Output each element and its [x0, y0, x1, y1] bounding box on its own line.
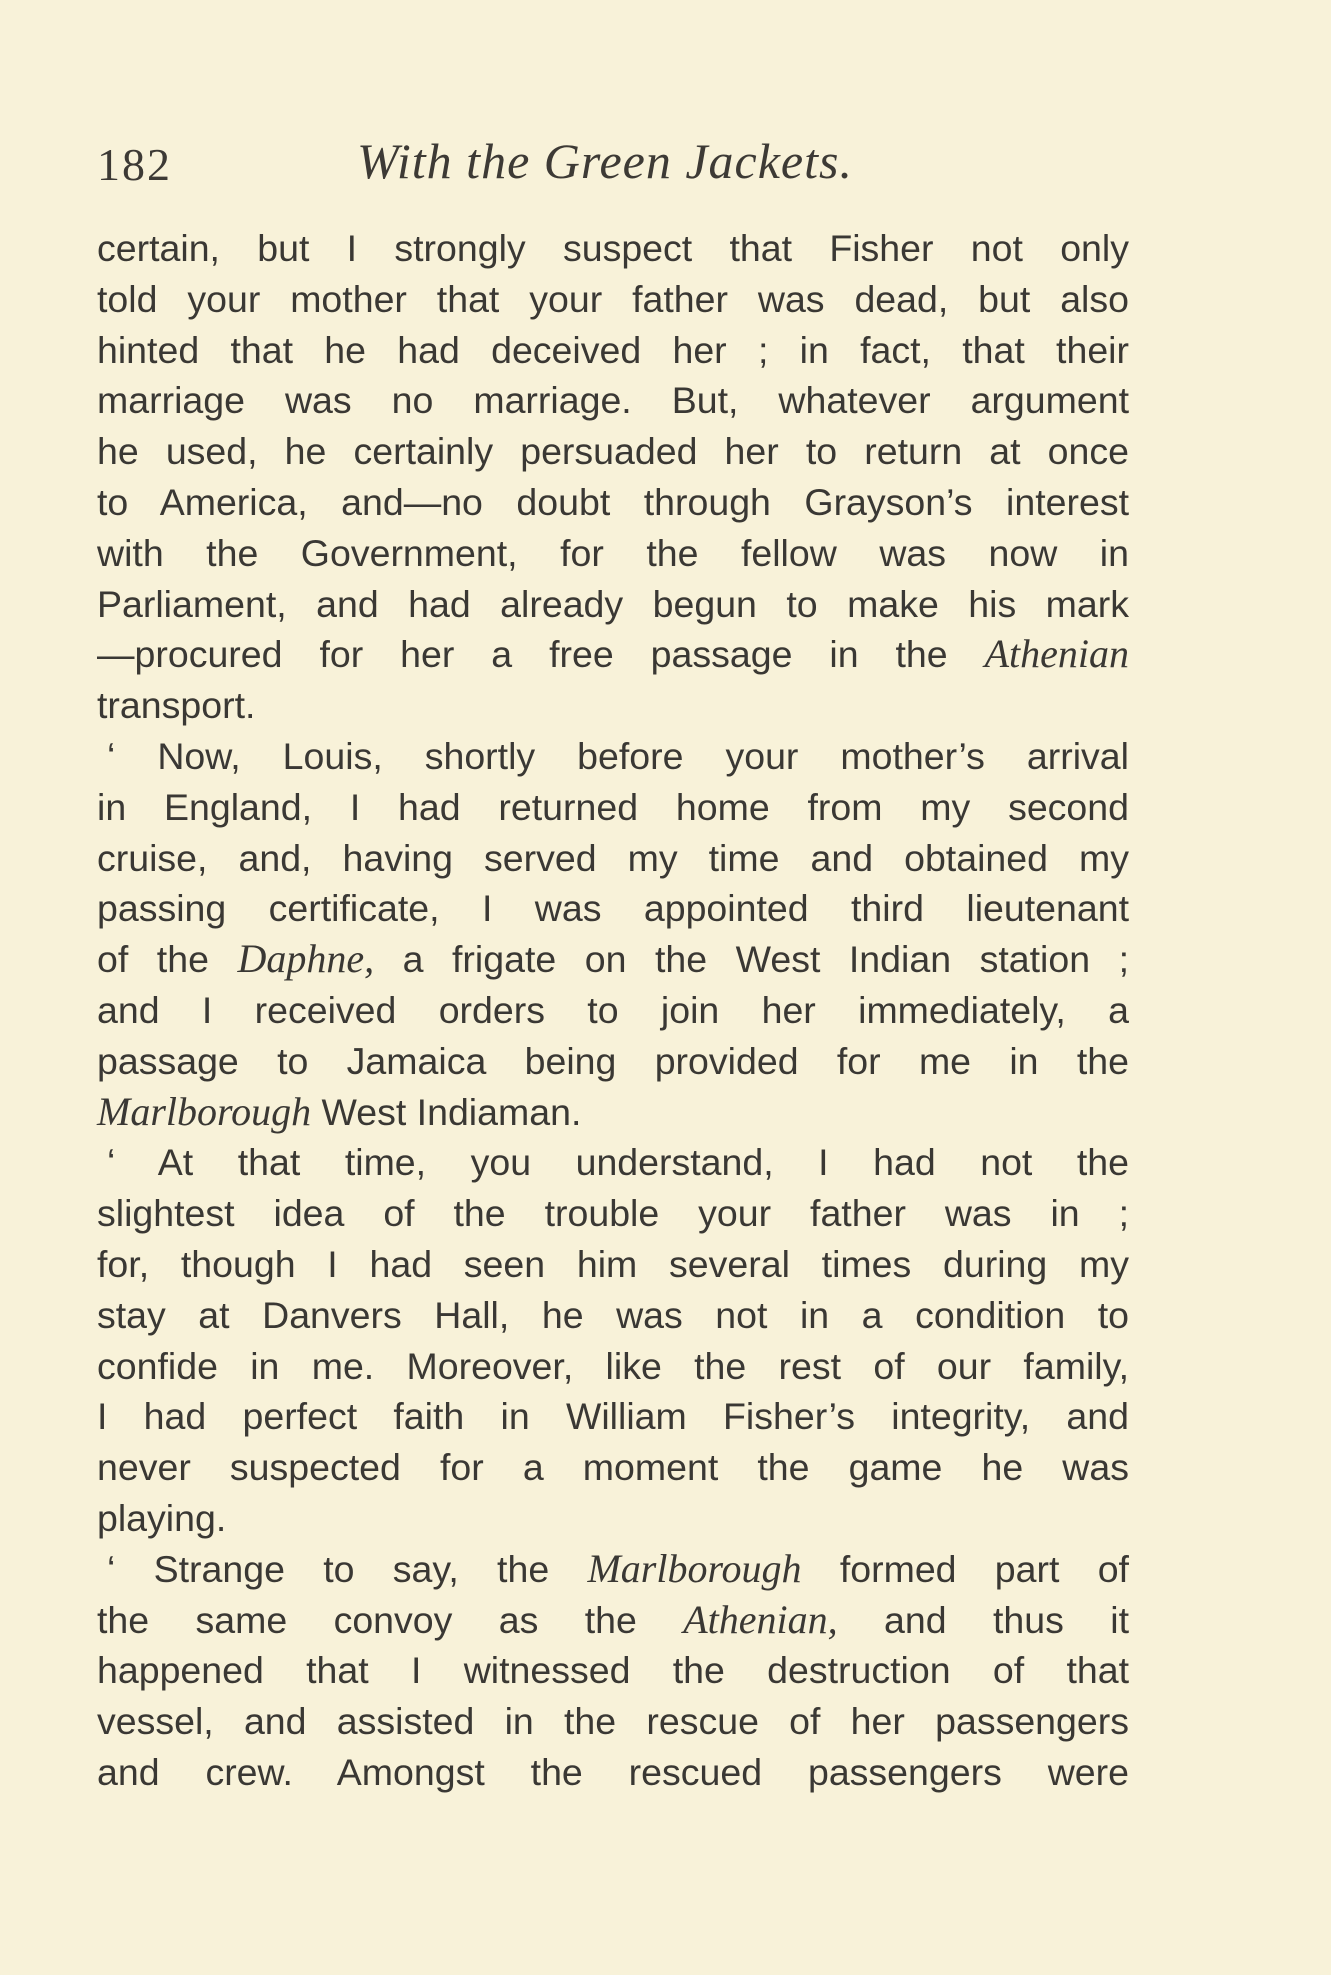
line-text: formed part of — [801, 1547, 1129, 1590]
text-line — [97, 629, 1129, 680]
line-text: passing certificate, I was appointed third lieutenant — [97, 887, 1129, 930]
line-text: ‘ Now, Louis, shortly before your mother’s arrival — [107, 734, 1129, 777]
line-text: for, though I had seen him several times during my — [97, 1242, 1129, 1285]
running-title: With the Green Jackets. — [357, 133, 853, 189]
line-text: I had perfect faith in William Fisher’s integrity, and — [97, 1395, 1129, 1438]
line-text: hinted that he had deceived her ; in fact, that their — [97, 328, 1129, 371]
line-text: to America, and—no doubt through Grayson’s interest — [97, 480, 1129, 523]
line-text: and thus it — [837, 1598, 1129, 1641]
text-line — [97, 1747, 1129, 1798]
text-line — [97, 274, 1129, 325]
line-text: never suspected for a moment the game he was — [97, 1446, 1129, 1489]
line-text: cruise, and, having served my time and obtained my — [97, 836, 1129, 879]
line-text: —procured for her a free passage in the — [97, 633, 985, 676]
text-line — [97, 883, 1129, 934]
text-line — [97, 1442, 1129, 1493]
line-text: happened that I witnessed the destruction of that — [97, 1649, 1129, 1692]
line-text: ‘ Strange to say, the — [107, 1547, 588, 1590]
text-line — [97, 782, 1129, 833]
line-text: with the Government, for the fellow was now in — [97, 531, 1129, 574]
line-text: stay at Danvers Hall, he was not in a condition to — [97, 1293, 1129, 1336]
text-line — [97, 1239, 1129, 1290]
text-line — [97, 223, 1129, 274]
italic-text: Daphne, — [237, 936, 375, 982]
text-line — [97, 833, 1129, 884]
text-line — [97, 528, 1129, 579]
line-text: of the — [97, 938, 238, 981]
line-text: told your mother that your father was dead, but also — [97, 277, 1129, 320]
text-line — [97, 1595, 1129, 1646]
line-text: in England, I had returned home from my second — [97, 785, 1129, 828]
line-text: vessel, and assisted in the rescue of her passengers — [97, 1700, 1129, 1743]
line-text: Parliament, and had already begun to make his mark — [97, 582, 1129, 625]
text-line — [97, 1544, 1129, 1595]
line-text: and I received orders to join her immediately, a — [97, 988, 1129, 1031]
italic-text: Marlborough — [587, 1545, 802, 1591]
text-line — [97, 680, 1129, 731]
italic-text: Marlborough — [97, 1088, 312, 1134]
line-text: West Indiaman. — [311, 1090, 582, 1133]
body-text — [97, 223, 1129, 1798]
text-line — [97, 1696, 1129, 1747]
running-head — [97, 128, 1130, 198]
italic-text: Athenian, — [683, 1596, 838, 1642]
line-text: confide in me. Moreover, like the rest of our family, — [97, 1344, 1129, 1387]
text-line — [97, 1290, 1129, 1341]
text-line — [97, 375, 1129, 426]
text-line — [97, 1391, 1129, 1442]
text-line — [97, 1645, 1129, 1696]
line-text: ‘ At that time, you understand, I had not the — [107, 1141, 1129, 1184]
line-text: the same convoy as the — [97, 1598, 684, 1641]
text-line — [97, 1341, 1129, 1392]
text-line — [97, 934, 1129, 985]
line-text: passage to Jamaica being provided for me in the — [97, 1039, 1129, 1082]
line-text: transport. — [97, 684, 256, 727]
line-text: and crew. Amongst the rescued passengers were — [97, 1750, 1129, 1793]
text-line — [97, 1188, 1129, 1239]
text-line — [97, 1087, 1129, 1138]
text-line — [97, 1493, 1129, 1544]
text-line — [97, 1137, 1129, 1188]
page-number: 182 — [97, 139, 172, 190]
line-text: slightest idea of the trouble your father was in ; — [97, 1192, 1129, 1235]
text-line — [97, 985, 1129, 1036]
text-line — [97, 731, 1129, 782]
text-line — [97, 1036, 1129, 1087]
text-line — [97, 426, 1129, 477]
line-text: certain, but I strongly suspect that Fisher not only — [97, 227, 1129, 269]
line-text: he used, he certainly persuaded her to return at once — [97, 430, 1129, 473]
text-line — [97, 325, 1129, 376]
line-text: playing. — [97, 1496, 227, 1539]
text-line — [97, 579, 1129, 630]
italic-text: Athenian — [984, 631, 1129, 677]
text-line — [97, 477, 1129, 528]
line-text: a frigate on the West Indian station ; — [374, 938, 1129, 981]
line-text: marriage was no marriage. But, whatever argument — [97, 379, 1129, 422]
